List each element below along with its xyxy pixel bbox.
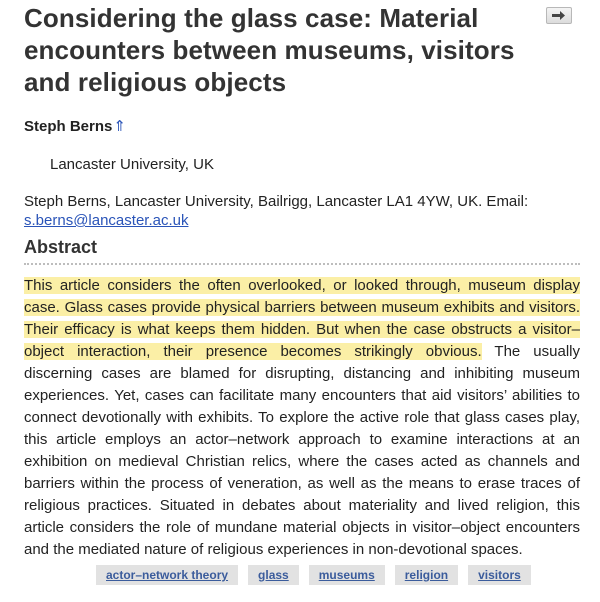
keyword-list bbox=[96, 565, 531, 585]
email-link[interactable]: s.berns@lancaster.ac.uk bbox=[24, 212, 189, 229]
arrow-right-icon bbox=[552, 11, 566, 20]
contact-info bbox=[24, 192, 564, 230]
keyword-visitors[interactable]: visitors bbox=[468, 565, 531, 585]
expand-button[interactable] bbox=[546, 7, 572, 24]
article-title: Considering the glass case: Material encounters between museums, visitors and religious objects bbox=[24, 3, 515, 97]
author-link-icon[interactable]: ⇑ bbox=[113, 118, 126, 135]
highlighted-text[interactable]: This article considers the often overlooked, or looked through, museum display case. Glass cases provide physical barriers between museum exhibits and visitors. Their efficacy is what keeps them hidden. But when the case obstructs a visitor–object interaction, their presence becomes strikingly obvious. bbox=[24, 277, 580, 360]
affiliation: Lancaster University, UK bbox=[50, 156, 214, 173]
author-name: Steph Berns bbox=[24, 118, 113, 135]
abstract-text bbox=[24, 275, 580, 561]
abstract-rest: The usually discerning cases are blamed for disrupting, distancing and inhibiting museum experiences. Yet, cases can facilitate many encounters that aid visitors’ abilities to connect devotionally with exhibits. To explore the active role that glass cases play, this article employs an actor–network approach to examine interactions at an exhibition on medieval Christian relics, where the cases acted as channels and barriers within the process of veneration, as well as the means to erase traces of religious practices. Situated in debates about materiality and lived religion, this article considers the role of mundane material objects in visitor–object encounters and the mediated nature of religious experiences in non-devotional spaces. bbox=[24, 343, 580, 558]
contact-text: Steph Berns, Lancaster University, Bailrigg, Lancaster LA1 4YW, UK. Email: bbox=[24, 193, 529, 210]
author-line bbox=[24, 117, 126, 135]
abstract-heading: Abstract bbox=[24, 237, 580, 265]
keyword-museums[interactable]: museums bbox=[309, 565, 385, 585]
keyword-glass[interactable]: glass bbox=[248, 565, 299, 585]
keyword-actor-network-theory[interactable]: actor–network theory bbox=[96, 565, 238, 585]
keyword-religion[interactable]: religion bbox=[395, 565, 458, 585]
